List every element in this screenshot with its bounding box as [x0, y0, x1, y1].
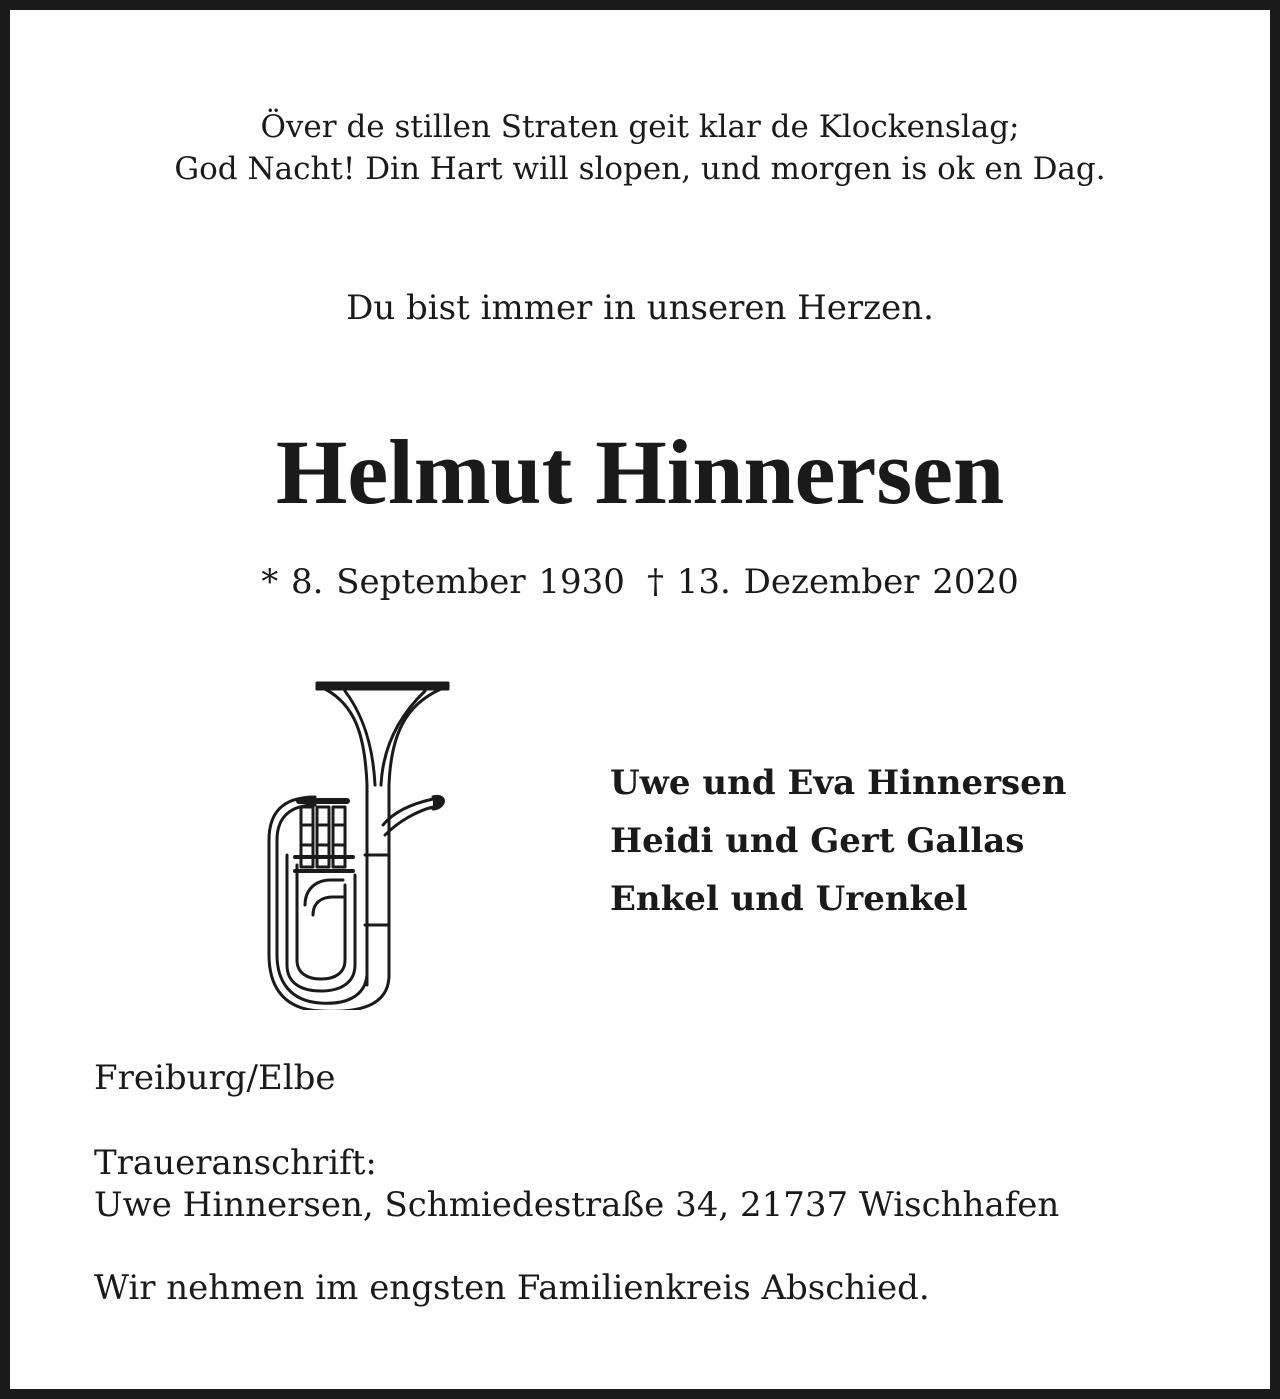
mourners-list: [610, 754, 1067, 928]
address-line: Uwe Hinnersen, Schmiedestraße 34, 21737 Wischhafen: [94, 1185, 1060, 1225]
mourner-line: Enkel und Urenkel: [610, 879, 968, 919]
death-symbol: †: [646, 562, 664, 602]
birth-symbol: *: [261, 562, 279, 602]
mourner-line: Heidi und Gert Gallas: [610, 821, 1025, 861]
address-label: Traueranschrift:: [94, 1143, 377, 1183]
condolence-address: [94, 1142, 1059, 1226]
deceased-name: Helmut Hinnersen: [275, 421, 1005, 523]
life-dates: [20, 560, 1260, 604]
poem-line-2: God Nacht! Din Hart will slopen, und morgen is ok en Dag.: [174, 151, 1106, 187]
city-line: Freiburg/Elbe: [94, 1058, 336, 1098]
tenor-horn-icon: [265, 675, 455, 1010]
poem-line-1: Över de stillen Straten geit klar de Klockenslag;: [260, 109, 1020, 145]
poem-verse: [20, 106, 1260, 190]
memorial-line: Du bist immer in unseren Herzen.: [346, 288, 934, 328]
birth-date: 8. September 1930: [291, 562, 625, 602]
death-date: 13. Dezember 2020: [676, 562, 1019, 602]
farewell-note: Wir nehmen im engsten Familienkreis Abschied.: [94, 1268, 930, 1308]
mourner-line: Uwe und Eva Hinnersen: [610, 763, 1067, 803]
